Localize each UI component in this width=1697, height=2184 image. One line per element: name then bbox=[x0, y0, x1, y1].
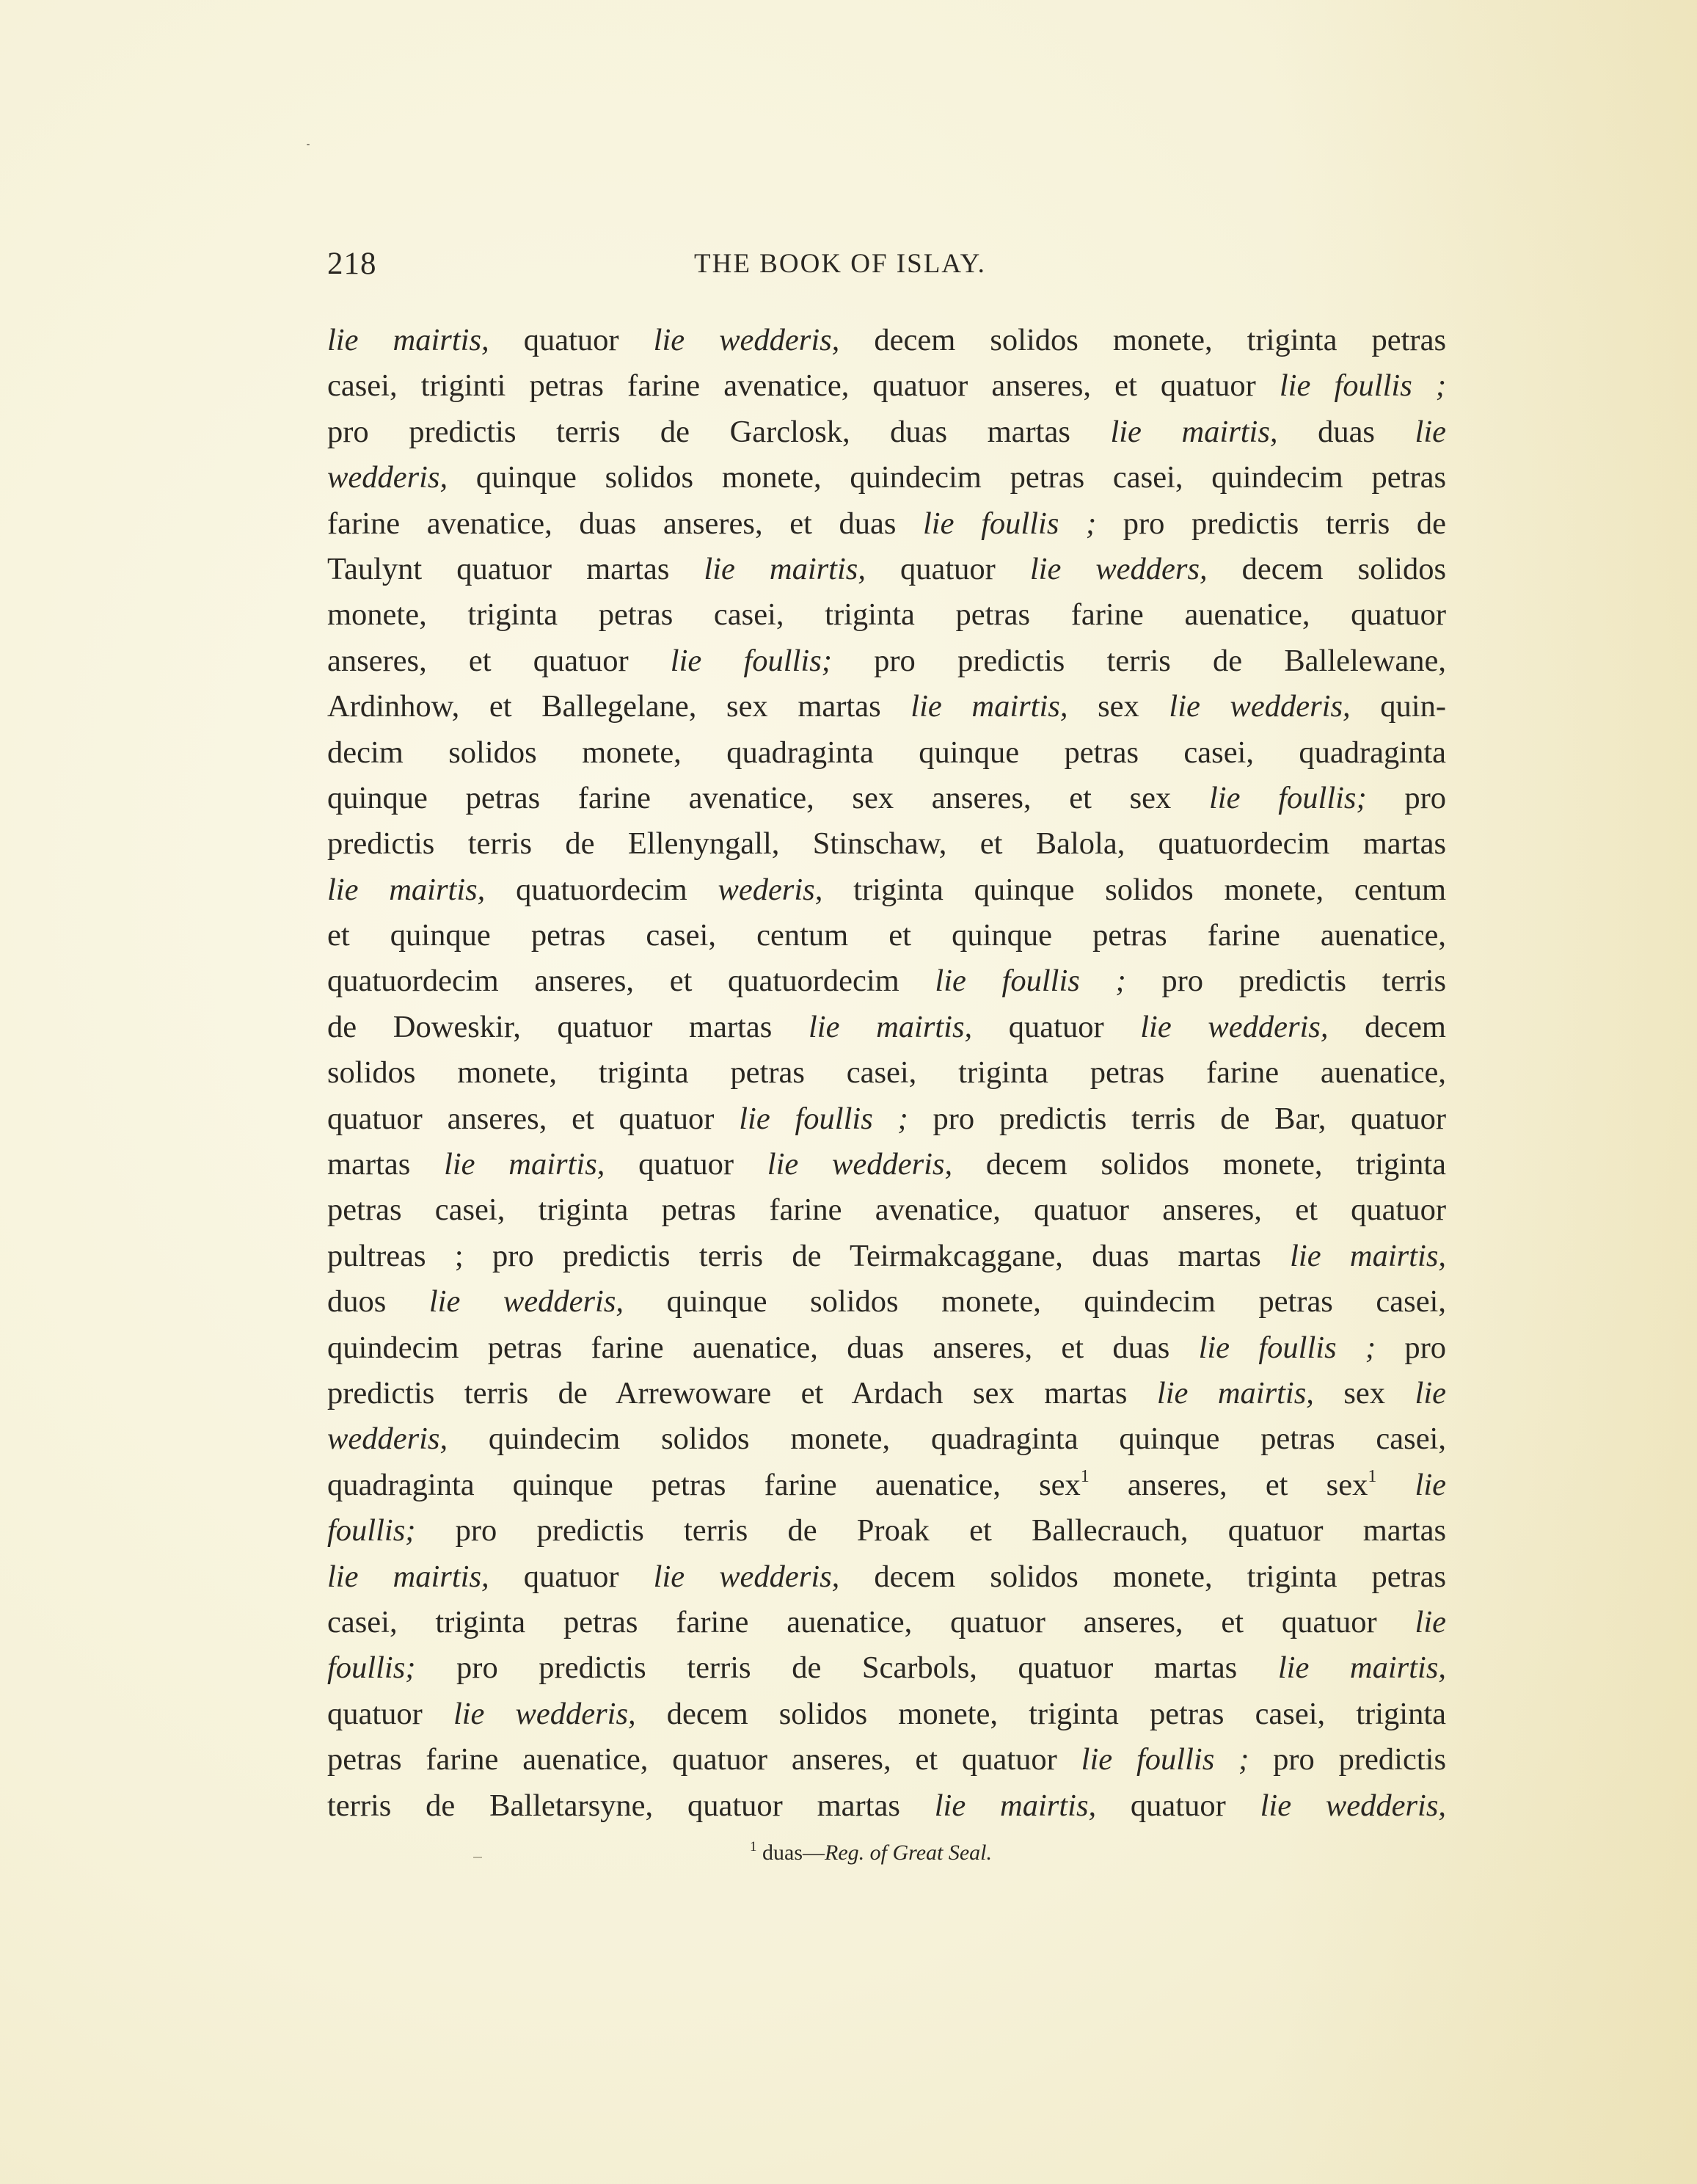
text-run: decim solidos monete, quadraginta quinque petras casei, quadraginta bbox=[327, 735, 1446, 770]
footnote bbox=[750, 1838, 992, 1868]
text-run: quatuor bbox=[327, 1696, 453, 1731]
text-line bbox=[327, 1187, 1446, 1233]
italic-term: wedderis, bbox=[327, 1422, 448, 1457]
text-run: quatuordecim bbox=[485, 872, 718, 907]
text-run: et quinque petras casei, centum et quinque petras farine auenatice, bbox=[327, 918, 1446, 953]
text-run: pro predictis bbox=[1249, 1742, 1446, 1777]
body-text bbox=[327, 318, 1446, 1829]
text-line bbox=[327, 1463, 1446, 1508]
text-line bbox=[327, 1783, 1446, 1829]
text-run: decem solidos monete, triginta petras casei, triginta bbox=[635, 1696, 1446, 1731]
footnote-source: Reg. of Great Seal. bbox=[825, 1841, 993, 1865]
italic-term: lie foullis ; bbox=[1198, 1330, 1376, 1365]
text-line bbox=[327, 1234, 1446, 1279]
text-run: pro bbox=[1376, 1330, 1447, 1365]
text-run: casei, triginta petras farine auenatice, quatuor anseres, et quatuor bbox=[327, 1604, 1415, 1639]
text-run: pro predictis terris de Scarbols, quatuor martas bbox=[415, 1650, 1278, 1686]
text-run: terris de Balletarsyne, quatuor martas bbox=[327, 1788, 935, 1823]
text-run: quinque solidos monete, quindecim petras casei, bbox=[624, 1284, 1446, 1320]
text-line bbox=[327, 913, 1446, 958]
text-line bbox=[327, 776, 1446, 821]
italic-term: lie foullis; bbox=[670, 643, 832, 678]
text-run: pro predictis terris de bbox=[1096, 506, 1447, 541]
text-line bbox=[327, 318, 1446, 363]
text-run: quatuor bbox=[1096, 1788, 1260, 1823]
text-run: pro predictis terris de Garclosk, duas martas bbox=[327, 414, 1111, 449]
text-run: pro bbox=[1366, 780, 1446, 815]
text-run: duos bbox=[327, 1284, 429, 1320]
text-run: pro predictis terris de Proak et Ballecrauch, quatuor martas bbox=[415, 1513, 1446, 1548]
italic-term: lie bbox=[1415, 1604, 1446, 1639]
text-run: Ardinhow, et Ballegelane, sex martas bbox=[327, 689, 911, 724]
text-run: decem solidos monete, triginta bbox=[952, 1147, 1446, 1182]
text-run: quatuor bbox=[605, 1147, 767, 1182]
footnote-reference: 1 bbox=[1368, 1466, 1377, 1486]
text-line bbox=[327, 1692, 1446, 1737]
italic-term: lie wedderis, bbox=[1169, 689, 1351, 724]
italic-term: lie mairtis, bbox=[327, 1559, 489, 1594]
italic-term: lie bbox=[1415, 1375, 1446, 1410]
text-run: quindecim solidos monete, quadraginta quinque petras casei, bbox=[448, 1422, 1446, 1457]
text-run: quatuor bbox=[865, 551, 1030, 586]
italic-term: lie mairtis, bbox=[327, 872, 486, 907]
italic-term: lie foullis ; bbox=[739, 1101, 908, 1136]
italic-term: lie foullis ; bbox=[1279, 368, 1446, 404]
italic-term: lie mairtis, bbox=[444, 1147, 605, 1182]
italic-term: lie mairtis, bbox=[1110, 414, 1278, 449]
footnote-marker: 1 bbox=[750, 1839, 757, 1854]
italic-term: lie mairtis, bbox=[704, 551, 866, 586]
text-line bbox=[327, 730, 1446, 776]
text-line bbox=[327, 410, 1446, 455]
text-line bbox=[327, 1279, 1446, 1325]
text-run: predictis terris de Arrewoware et Ardach sex martas bbox=[327, 1375, 1157, 1410]
text-line bbox=[327, 1005, 1446, 1050]
text-run: monete, triginta petras casei, triginta petras farine auenatice, quatuor bbox=[327, 597, 1446, 633]
text-line bbox=[327, 1416, 1446, 1462]
margin-mark bbox=[473, 1857, 482, 1858]
text-run: anseres, et quatuor bbox=[327, 643, 671, 678]
text-run: quinque solidos monete, quindecim petras casei, quindecim petras bbox=[448, 460, 1446, 495]
italic-term: lie bbox=[1415, 414, 1446, 449]
italic-term: lie wedderis, bbox=[453, 1696, 636, 1731]
page-number: 218 bbox=[327, 247, 377, 281]
italic-term: lie mairtis, bbox=[808, 1009, 973, 1044]
text-run: pro predictis terris de Ballelewane, bbox=[831, 643, 1446, 678]
text-run: farine avenatice, duas anseres, et duas bbox=[327, 506, 923, 541]
italic-term: lie mairtis, bbox=[1277, 1650, 1446, 1686]
text-line bbox=[327, 547, 1446, 592]
italic-term: lie mairtis, bbox=[327, 323, 489, 357]
italic-term: wedderis, bbox=[327, 460, 448, 495]
text-run: sex bbox=[1313, 1375, 1415, 1410]
italic-term: lie mairtis, bbox=[934, 1788, 1097, 1823]
italic-term: lie wedderis, bbox=[428, 1284, 624, 1320]
text-run: duas bbox=[1277, 414, 1415, 449]
italic-term: lie foullis; bbox=[1209, 780, 1367, 815]
text-line bbox=[327, 1371, 1446, 1416]
text-line bbox=[327, 501, 1446, 547]
text-run: Taulynt quatuor martas bbox=[327, 551, 704, 586]
text-line bbox=[327, 958, 1446, 1004]
text-line bbox=[327, 592, 1446, 638]
text-line bbox=[327, 638, 1446, 684]
text-line bbox=[327, 363, 1446, 409]
text-run: quadraginta quinque petras farine auenatice, sex bbox=[327, 1467, 1081, 1502]
text-run: petras farine auenatice, quatuor anseres, et quatuor bbox=[327, 1742, 1081, 1777]
italic-term: lie wedderis, bbox=[653, 1559, 840, 1594]
text-run: quatuor bbox=[489, 323, 654, 357]
italic-term: lie foullis ; bbox=[1081, 1742, 1249, 1777]
page-header bbox=[327, 242, 1446, 286]
text-line bbox=[327, 684, 1446, 729]
running-head: THE BOOK OF ISLAY. bbox=[694, 249, 986, 279]
text-run: decem solidos bbox=[1207, 551, 1446, 586]
text-line bbox=[327, 1325, 1446, 1371]
text-line bbox=[327, 1645, 1446, 1691]
text-run bbox=[1376, 1468, 1415, 1502]
text-run: decem solidos monete, triginta petras bbox=[839, 323, 1446, 357]
italic-term: foullis; bbox=[327, 1513, 416, 1548]
text-run: anseres, et sex bbox=[1089, 1467, 1368, 1502]
text-run: predictis terris de Ellenyngall, Stinschaw, et Balola, quatuordecim martas bbox=[327, 826, 1446, 862]
text-run: quatuordecim anseres, et quatuordecim bbox=[327, 964, 935, 999]
italic-term: lie wedders, bbox=[1029, 551, 1208, 586]
text-run: quin- bbox=[1350, 689, 1446, 724]
text-line bbox=[327, 1050, 1446, 1096]
italic-term: lie foullis ; bbox=[935, 964, 1126, 999]
text-run: decem solidos monete, triginta petras bbox=[839, 1559, 1446, 1594]
italic-term: lie mairtis, bbox=[910, 689, 1068, 724]
italic-term: lie mairtis, bbox=[1290, 1238, 1446, 1273]
text-run: pultreas ; pro predictis terris de Teirmakcaggane, duas martas bbox=[327, 1238, 1291, 1273]
text-run: solidos monete, triginta petras casei, triginta petras farine auenatice, bbox=[327, 1055, 1446, 1091]
text-line bbox=[327, 1508, 1446, 1554]
text-run: quatuor anseres, et quatuor bbox=[327, 1101, 740, 1136]
text-run: pro predictis terris de Bar, quatuor bbox=[908, 1101, 1447, 1136]
italic-term: lie wedderis, bbox=[1140, 1009, 1329, 1044]
text-run: martas bbox=[327, 1147, 445, 1182]
text-line bbox=[327, 821, 1446, 867]
italic-term: lie foullis ; bbox=[923, 506, 1097, 541]
text-line bbox=[327, 1554, 1446, 1600]
italic-term: lie wedderis, bbox=[767, 1147, 953, 1182]
text-run: decem bbox=[1328, 1009, 1446, 1044]
text-run: sex bbox=[1068, 689, 1169, 724]
text-run: quatuor bbox=[489, 1559, 654, 1594]
text-line bbox=[327, 1096, 1446, 1142]
text-run: quinque petras farine avenatice, sex anseres, et sex bbox=[327, 780, 1209, 815]
text-run: de Doweskir, quatuor martas bbox=[327, 1009, 809, 1044]
italic-term: wederis, bbox=[718, 872, 823, 907]
text-line bbox=[327, 1142, 1446, 1187]
text-run: casei, triginti petras farine avenatice, quatuor anseres, et quatuor bbox=[327, 368, 1280, 404]
text-line bbox=[327, 1737, 1446, 1783]
italic-term: foullis; bbox=[327, 1650, 416, 1686]
italic-term: lie mairtis, bbox=[1156, 1375, 1314, 1410]
text-line bbox=[327, 1600, 1446, 1645]
text-line bbox=[327, 455, 1446, 500]
text-run: quindecim petras farine auenatice, duas anseres, et duas bbox=[327, 1330, 1199, 1365]
italic-term: lie wedderis, bbox=[1260, 1788, 1446, 1823]
footnote-reference: 1 bbox=[1080, 1466, 1090, 1486]
italic-term: lie bbox=[1415, 1467, 1447, 1502]
footnote-text: duas— bbox=[756, 1841, 825, 1865]
print-speck bbox=[307, 144, 310, 145]
text-run: pro predictis terris bbox=[1125, 964, 1447, 999]
text-run: petras casei, triginta petras farine avenatice, quatuor anseres, et quatuor bbox=[327, 1193, 1446, 1228]
italic-term: lie wedderis, bbox=[653, 323, 840, 357]
text-run: quatuor bbox=[972, 1009, 1141, 1044]
text-line bbox=[327, 867, 1446, 913]
text-run: triginta quinque solidos monete, centum bbox=[822, 872, 1447, 907]
